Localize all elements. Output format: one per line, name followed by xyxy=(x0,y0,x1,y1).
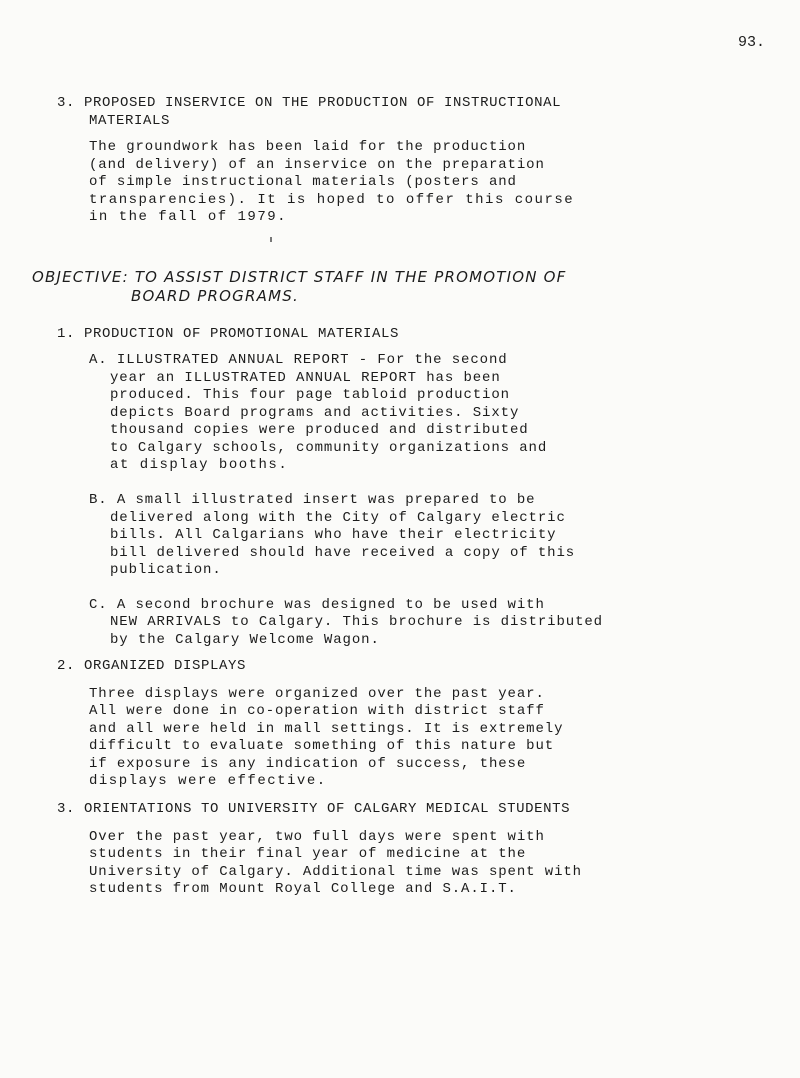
paragraph-line: delivered along with the City of Calgary electric xyxy=(110,510,566,526)
paragraph-line: Over the past year, two full days were spent with xyxy=(89,829,545,845)
section-heading-line-1: 3. PROPOSED INSERVICE ON THE PRODUCTION OF INSTRUCTIONAL xyxy=(57,95,562,111)
paragraph-line: of simple instructional materials (posters and xyxy=(89,174,517,190)
paragraph-line: The groundwork has been laid for the production xyxy=(89,139,527,155)
paragraph-line: students from Mount Royal College and S.A.I.T. xyxy=(89,881,517,897)
paragraph-line: bill delivered should have received a copy of this xyxy=(110,545,576,561)
paragraph-line: bills. All Calgarians who have their electricity xyxy=(110,527,557,543)
paragraph-line: University of Calgary. Additional time was spent with xyxy=(89,864,582,880)
section-heading-line-2: MATERIALS xyxy=(89,113,171,129)
paragraph-line: B. A small illustrated insert was prepared to be xyxy=(89,492,536,508)
paragraph-line: NEW ARRIVALS to Calgary. This brochure is distributed xyxy=(110,614,603,630)
paragraph-line: Three displays were organized over the past year. xyxy=(89,686,545,702)
paragraph-line: if exposure is any indication of success, these xyxy=(89,756,527,772)
paragraph-line: (and delivery) of an inservice on the preparation xyxy=(89,157,545,173)
paragraph-line: difficult to evaluate something of this nature but xyxy=(89,738,555,754)
objective-line-2: BOARD PROGRAMS. xyxy=(131,287,299,305)
paragraph-line: thousand copies were produced and distributed xyxy=(110,422,529,438)
paragraph-line: students in their final year of medicine at the xyxy=(89,846,527,862)
paragraph-line: depicts Board programs and activities. Sixty xyxy=(110,405,520,421)
paragraph-line: to Calgary schools, community organizations and xyxy=(110,440,548,456)
paragraph-line: in the fall of 1979. xyxy=(89,209,288,225)
scan-speck xyxy=(270,237,272,242)
page-number: 93. xyxy=(738,34,766,51)
item-heading: 1. PRODUCTION OF PROMOTIONAL MATERIALS xyxy=(57,326,400,342)
paragraph-line: and all were held in mall settings. It is extremely xyxy=(89,721,564,737)
paragraph-line: All were done in co-operation with district staff xyxy=(89,703,545,719)
paragraph-line: transparencies). It is hoped to offer this course xyxy=(89,192,575,208)
item-heading: 3. ORIENTATIONS TO UNIVERSITY OF CALGARY MEDICAL STUDENTS xyxy=(57,801,571,817)
paragraph-line: by the Calgary Welcome Wagon. xyxy=(110,632,380,648)
objective-line-1: OBJECTIVE: TO ASSIST DISTRICT STAFF IN THE PROMOTION OF xyxy=(32,268,567,286)
item-heading: 2. ORGANIZED DISPLAYS xyxy=(57,658,247,674)
paragraph-line: C. A second brochure was designed to be used with xyxy=(89,597,545,613)
paragraph-line: A. ILLUSTRATED ANNUAL REPORT - For the second xyxy=(89,352,508,368)
paragraph-line: year an ILLUSTRATED ANNUAL REPORT has been xyxy=(110,370,501,386)
paragraph-line: displays were effective. xyxy=(89,773,327,789)
paragraph-line: publication. xyxy=(110,562,222,578)
paragraph-line: produced. This four page tabloid production xyxy=(110,387,510,403)
paragraph-line: at display booths. xyxy=(110,457,289,473)
